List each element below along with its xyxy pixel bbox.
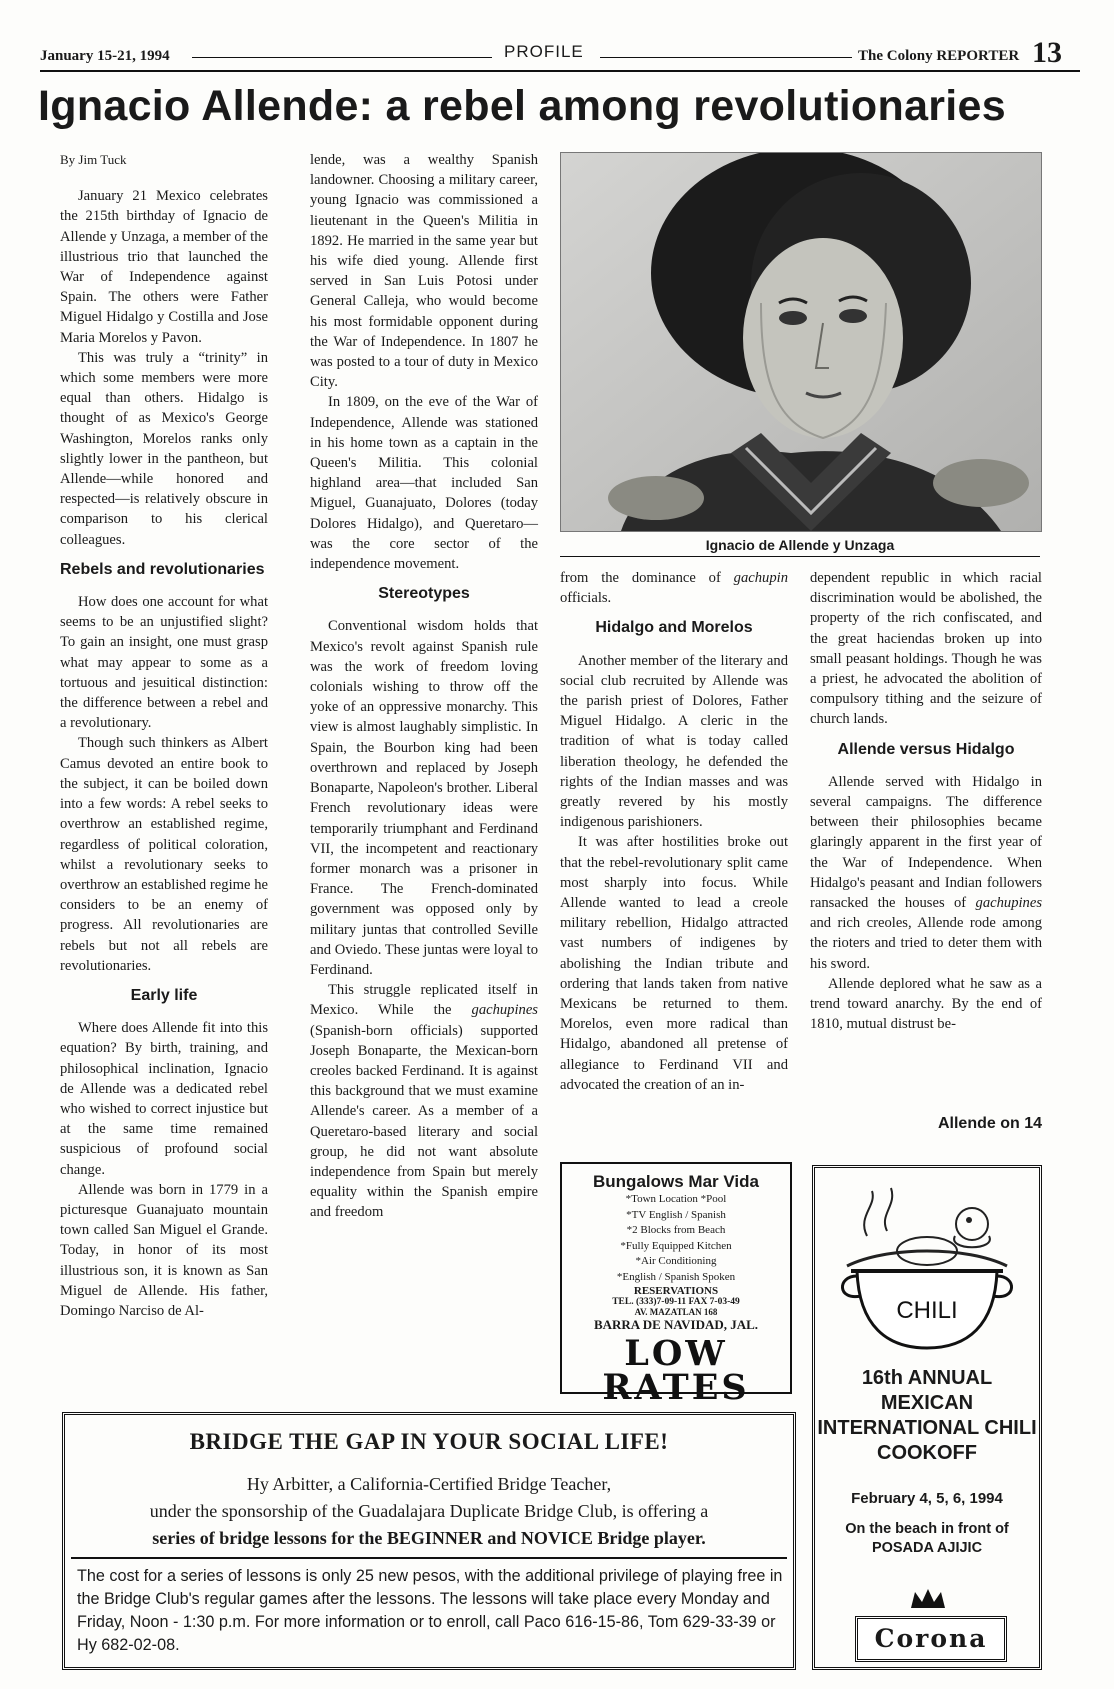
ad-reservations: RESERVATIONS bbox=[633, 1285, 719, 1297]
portrait-caption: Ignacio de Allende y Unzaga bbox=[705, 537, 895, 553]
chili-cookoff-ad bbox=[812, 1165, 1042, 1670]
subhead: Hidalgo and Morelos bbox=[595, 619, 753, 637]
issue-date: January 15-21, 1994 bbox=[40, 48, 170, 64]
article-column-3 bbox=[560, 568, 788, 1095]
ad-feature: *2 Blocks from Beach bbox=[626, 1224, 726, 1236]
paragraph: This was truly a “trinity” in which some members were more equal than others. Hidalgo is thought of as Mexico's George Washington, Morelos ranks only slightly lower in the pantheon, but Allende—while honored and respected—is relatively obscure in comparison to his clerical colleagues. bbox=[60, 349, 268, 548]
paper-name: The Colony REPORTER bbox=[858, 48, 1020, 64]
article-column-4 bbox=[810, 568, 1042, 1034]
paragraph: How does one account for what seems to be an unjustified slight? To gain an insight, one must grasp what may appear to some as a tortuous and jesuitical distinction: the difference between a rebel and a revolutionary. bbox=[60, 594, 268, 732]
ad-title: BRIDGE THE GAP IN YOUR SOCIAL LIFE! bbox=[189, 1429, 669, 1454]
ad-line: series of bridge lessons for the BEGINNER and NOVICE Bridge player. bbox=[152, 1528, 706, 1548]
ad-feature: *Fully Equipped Kitchen bbox=[620, 1239, 732, 1252]
sponsor-logo: Corona bbox=[855, 1616, 1007, 1662]
crown-icon bbox=[907, 1586, 949, 1612]
subhead: Allende versus Hidalgo bbox=[837, 740, 1015, 758]
event-dates: February 4, 5, 6, 1994 bbox=[851, 1490, 1003, 1507]
paragraph: from the dominance of gachupin officials. bbox=[560, 570, 788, 607]
page-number: 13 bbox=[1032, 36, 1062, 69]
masthead bbox=[40, 36, 1080, 69]
paragraph: This struggle replicated itself in Mexico. While the gachupines (Spanish-born officials) supported Joseph Bonaparte, the Mexican-born creoles backed Ferdinand. It is against this background that we must examine Allende's career. As a member of a Queretaro-based literary and social group, he did not want absolute independence from Spain but merely equality within the Spanish empire and freedom bbox=[310, 982, 538, 1221]
caption-rule bbox=[560, 556, 1040, 557]
ad-feature: *English / Spanish Spoken bbox=[616, 1270, 736, 1283]
paragraph: Though such thinkers as Albert Camus devoted an entire book to the subject, it can be boiled down into a few words: A rebel seeks to overthrow an established regime, regardless of political coloration, whilst a revolutionary seeks to overthrow an established regime he considers to be an enemy of progress. All revolutionaries are rebels but not all rebels are revolutionaries. bbox=[60, 735, 268, 974]
subhead: Rebels and revolutionaries bbox=[60, 560, 265, 578]
byline: By Jim Tuck bbox=[60, 152, 127, 167]
ad-line: Hy Arbitter, a California-Certified Bridge Teacher, bbox=[246, 1474, 612, 1494]
article-column-1 bbox=[60, 150, 268, 1321]
paragraph: Where does Allende fit into this equation? By birth, training, and philosophical inclination, Ignacio de Allende was a dedicated rebel who wished to correct injustice but at the same time remained suspicious of profound social change. bbox=[60, 1020, 268, 1178]
paragraph: January 21 Mexico celebrates the 215th birthday of Ignacio de Allende y Unzaga, a member of the illustrious trio that launched the War of Independence against Spain. The others were Father Miguel Hidalgo y Costilla and Jose Maria Morelos y Pavon. bbox=[60, 188, 268, 346]
paragraph: Allende deplored what he saw as a trend toward anarchy. By the end of 1810, mutual distrust be- bbox=[810, 975, 1042, 1033]
bungalows-ad bbox=[560, 1162, 792, 1408]
chili-pot-illustration bbox=[827, 1176, 1027, 1358]
article-column-2 bbox=[310, 150, 538, 1223]
ad-feature: *TV English / Spanish bbox=[626, 1208, 726, 1221]
continued-jump-line: Allende on 14 bbox=[937, 1115, 1042, 1132]
low-rates-banner: LOW RATES bbox=[602, 1333, 750, 1408]
ad-feature: *Town Location *Pool bbox=[625, 1193, 727, 1205]
bridge-lessons-ad bbox=[62, 1412, 796, 1670]
ad-body bbox=[79, 1471, 779, 1552]
article-headline: Ignacio Allende: a rebel among revolutionaries bbox=[38, 82, 1006, 130]
masthead-rule bbox=[600, 57, 852, 58]
portrait-image bbox=[560, 152, 1042, 532]
masthead-underline bbox=[40, 70, 1080, 72]
ad-divider bbox=[71, 1557, 787, 1559]
masthead-rule bbox=[192, 57, 492, 58]
ad-details: The cost for a series of lessons is only 25 new pesos, with the additional privilege of playing free in the Bridge Club's regular games after the lessons. The lessons will take place every Monday and Friday, Noon - 1:30 p.m. For more information or to enroll, call Paco 616-15-86, Tom 629-33-39 or Hy 682-02-08. bbox=[77, 1567, 783, 1654]
ad-feature: *Air Conditioning bbox=[635, 1255, 717, 1267]
ad-phone: TEL. (333)7-09-11 FAX 7-03-49 bbox=[612, 1297, 740, 1307]
paragraph: It was after hostilities broke out that the rebel-revolutionary split came most sharply into focus. While Allende wanted to lead a creole military rebellion, Hidalgo attracted vast numbers of indigenes by abolishing the Indian tribute and ordering that lands taken from native Mexicans be returned to them. Morelos, even more radical than Hidalgo, abandoned all pretense of allegiance to Ferdinand VII and advocated the creation of an in- bbox=[560, 834, 788, 1093]
paragraph: lende, was a wealthy Spanish landowner. Choosing a military career, young Ignacio was commissioned a lieutenant in the Queen's Militia in 1892. He married in the same year but his wife died young. Allende first served in San Luis Potosi under General Calleja, who would become his most formidable opponent during the War of Independence. In 1807 he was posted to a tour of duty in Mexico City. bbox=[310, 152, 538, 391]
paragraph: Another member of the literary and social club recruited by Allende was the parish priest of Dolores, Father Miguel Hidalgo. A cleric in the tradition of what is today called liberation theology, he defended the rights of the Indian masses and was greatly revered by his mostly indigenous parishioners. bbox=[560, 652, 788, 831]
ad-address: AV. MAZATLAN 168 bbox=[634, 1307, 718, 1317]
ad-line: under the sponsorship of the Guadalajara Duplicate Bridge Club, is offering a bbox=[149, 1501, 709, 1521]
paragraph: Conventional wisdom holds that Mexico's revolt against Spanish rule was the work of freedom loving colonials wishing to throw off the yoke of an oppressive monarchy. This view is almost laughably simplistic. In Spain, the Bourbon king had been overthrown and replaced by Joseph Bonaparte, Napoleon's brother. Liberal French revolutionary ideas were temporarily triumphant and Ferdinand VII, the incompetent and reactionary former monarch was a prisoner in France. The French-dominated government was opposed only by military juntas that controlled Seville and Oviedo. These juntas were loyal to Ferdinand. bbox=[310, 618, 538, 978]
ad-title: Bungalows Mar Vida bbox=[593, 1172, 759, 1191]
paragraph: Allende served with Hidalgo in several campaigns. The difference between their philosophies became glaringly apparent in the first year of the War of Independence. When Hidalgo's peasant and Indian followers ransacked the houses of gachupines and rich creoles, Allende rode among the rioters and tried to deter them with his sword. bbox=[810, 773, 1043, 972]
paragraph: In 1809, on the eve of the War of Independence, Allende was stationed in his home town as a captain in the Queen's Militia. This colonial highland area—that included San Miguel, Guanajuato, Dolores (today Dolores Hidalgo), and Queretaro—was the core sector of the independence movement. bbox=[310, 394, 538, 573]
subhead: Early life bbox=[130, 986, 198, 1004]
section-name: PROFILE bbox=[500, 42, 588, 62]
paragraph: dependent republic in which racial discrimination would be abolished, the property of the rich confiscated, and the great haciendas broken up into small peasant holdings. Though he was a priest, he advocated the abolition of compulsory tithing and the seizure of church lands. bbox=[810, 570, 1042, 728]
ad-city: BARRA DE NAVIDAD, JAL. bbox=[593, 1317, 759, 1332]
pot-label: CHILI bbox=[896, 1297, 958, 1324]
subhead: Stereotypes bbox=[378, 585, 470, 603]
ad-title: 16th ANNUAL MEXICAN INTERNATIONAL CHILI COOKOFF bbox=[817, 1367, 1037, 1464]
paragraph: Allende was born in 1779 in a picturesque Guanajuato mountain town called San Miguel el Grande. Today, in honor of its most illustrious son, it is known as San Miguel de Allende. His father, Domingo Narciso de Al- bbox=[60, 1181, 268, 1319]
event-location: On the beach in front of POSADA AJIJIC bbox=[845, 1521, 1009, 1556]
